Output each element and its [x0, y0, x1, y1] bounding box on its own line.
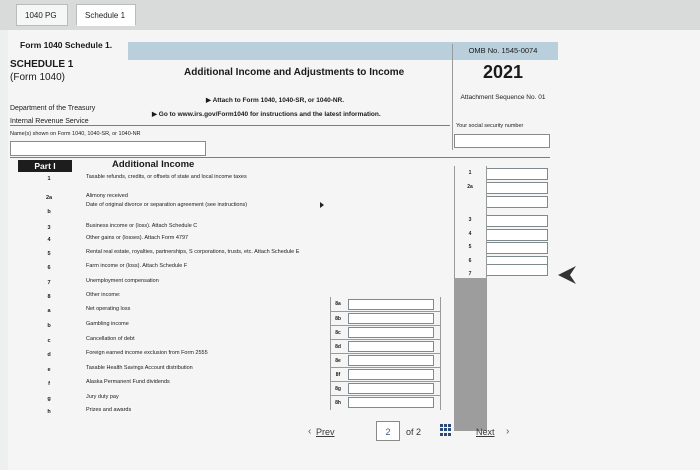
line-label: Foreign earned income exclusion from Form 2555 — [86, 350, 208, 356]
schedule-heading — [10, 58, 73, 84]
line-number: 6 — [47, 265, 51, 271]
line-number: 3 — [47, 225, 51, 231]
amount-field-blank[interactable] — [486, 196, 548, 208]
attach-instruction: ▶ Attach to Form 1040, 1040-SR, or 1040-NR. — [206, 97, 345, 104]
row-divider — [330, 353, 440, 354]
line-label: Taxable refunds, credits, or offsets of state and local income taxes — [86, 174, 247, 180]
amount-line-label: 4 — [468, 231, 472, 237]
amount-field-8d[interactable] — [348, 341, 434, 352]
tab-schedule-1[interactable]: Schedule 1 — [76, 4, 136, 26]
page-count: of 2 — [406, 427, 422, 437]
text-cursor-icon — [320, 202, 324, 208]
next-page-link[interactable]: Next — [476, 427, 495, 437]
attachment-sequence: Attachment Sequence No. 01 — [460, 94, 546, 101]
line-label: Net operating loss — [86, 306, 131, 312]
pointer-arrow-icon — [556, 264, 578, 286]
amount-field-5[interactable] — [486, 242, 548, 254]
schedule-form-label: (Form 1040) — [10, 72, 66, 83]
column-divider — [486, 166, 487, 431]
amount-line-label: 2a — [467, 184, 473, 190]
website-instruction: ▶ Go to www.irs.gov/Form1040 for instructions and the latest information. — [152, 111, 381, 118]
amount-field-8h[interactable] — [348, 397, 434, 408]
form-heading: Additional Income and Adjustments to Income — [184, 67, 405, 78]
department-line: Department of the Treasury — [10, 105, 96, 112]
line-number: e — [47, 367, 51, 373]
sub-line-label: 8g — [335, 386, 341, 392]
line-label: Farm income or (loss). Attach Schedule F — [86, 263, 188, 269]
amount-field-2a[interactable] — [486, 182, 548, 194]
tab-1040-pg1[interactable]: 1040 PG — [16, 4, 68, 26]
divider — [10, 157, 550, 158]
line-number: 4 — [47, 237, 51, 243]
column-divider — [440, 297, 441, 410]
line-number: 5 — [47, 251, 51, 257]
omb-number: OMB No. 1545-0074 — [468, 46, 538, 55]
line-number: 8 — [47, 294, 51, 300]
part-label: Part I — [18, 160, 72, 172]
irs-line: Internal Revenue Service — [10, 118, 89, 125]
amount-line-label: 3 — [468, 217, 472, 223]
line-number: 1 — [47, 176, 51, 182]
line-number: g — [47, 396, 51, 402]
column-divider — [330, 297, 331, 410]
page-number-input[interactable]: 2 — [376, 421, 400, 441]
line-label: Alimony received — [86, 193, 128, 199]
amount-field-8g[interactable] — [348, 383, 434, 394]
line-label: Jury duty pay — [86, 394, 119, 400]
amount-line-label: 7 — [468, 271, 472, 277]
row-divider — [330, 395, 440, 396]
row-divider — [330, 381, 440, 382]
sub-line-label: 8c — [335, 330, 341, 336]
line-number: d — [47, 352, 51, 358]
row-divider — [330, 367, 440, 368]
chevron-left-icon[interactable]: ‹ — [308, 426, 312, 437]
line-label: Alaska Permanent Fund dividends — [86, 379, 170, 385]
line-label: Other gains or (losses). Attach Form 4797 — [86, 235, 189, 241]
line-label: Prizes and awards — [86, 407, 132, 413]
line-number: b — [47, 323, 51, 329]
form-title: Form 1040 Schedule 1. — [20, 40, 113, 50]
sub-line-label: 8f — [335, 372, 341, 378]
amount-field-7[interactable] — [486, 264, 548, 276]
prev-page-link[interactable]: Prev — [316, 427, 335, 437]
line-label: Date of original divorce or separation agreement (see instructions) — [86, 202, 248, 208]
line-label: Unemployment compensation — [86, 278, 159, 284]
line-number: 7 — [47, 280, 51, 286]
amount-field-4[interactable] — [486, 229, 548, 241]
line-number: c — [47, 338, 51, 344]
line-label: Taxable Health Savings Account distribution — [86, 365, 193, 371]
amount-field-1[interactable] — [486, 168, 548, 180]
names-label: Name(s) shown on Form 1040, 1040-SR, or 1040-NR — [10, 131, 141, 137]
column-divider — [454, 166, 455, 278]
line-label: Cancellation of debt — [86, 336, 135, 342]
line-number: 2a — [45, 195, 53, 201]
line-number: b — [47, 209, 51, 215]
amount-line-label: 1 — [468, 170, 472, 176]
line-number: f — [48, 381, 50, 387]
sub-line-label: 8b — [335, 316, 341, 322]
sub-line-label: 8h — [335, 400, 341, 406]
line-label: Other income: — [86, 292, 121, 298]
line-label: Gambling income — [86, 321, 129, 327]
row-divider — [330, 339, 440, 340]
row-divider — [330, 311, 440, 312]
sub-line-label: 8e — [335, 358, 341, 364]
amount-field-3[interactable] — [486, 215, 548, 227]
tab-bar — [0, 0, 700, 30]
amount-line-label: 5 — [468, 244, 472, 250]
amount-field-8e[interactable] — [348, 355, 434, 366]
line-label: Rental real estate, royalties, partnerships, S corporations, trusts, etc. Attach Schedule E — [86, 249, 300, 255]
sub-line-label: 8a — [335, 301, 341, 307]
shaded-column — [454, 278, 486, 431]
sub-line-label: 8d — [335, 344, 341, 350]
schedule-label: SCHEDULE 1 — [10, 59, 74, 70]
part-title: Additional Income — [112, 159, 195, 170]
divider — [10, 125, 450, 126]
thumbnail-grid-icon[interactable] — [440, 424, 452, 436]
line-number: h — [47, 409, 51, 415]
line-label: Business income or (loss). Attach Schedule C — [86, 223, 198, 229]
chevron-right-icon[interactable]: › — [506, 426, 510, 437]
row-divider — [330, 325, 440, 326]
amount-field-8a[interactable] — [348, 299, 434, 310]
amount-field-8c[interactable] — [348, 327, 434, 338]
amount-field-8f[interactable] — [348, 369, 434, 380]
line-number: a — [47, 308, 51, 314]
amount-line-label: 6 — [468, 258, 472, 264]
ssn-label: Your social security number — [456, 123, 524, 129]
ssn-field[interactable] — [454, 134, 550, 148]
tax-year: 2021 — [482, 62, 524, 82]
amount-field-8b[interactable] — [348, 313, 434, 324]
names-field[interactable] — [10, 141, 206, 156]
